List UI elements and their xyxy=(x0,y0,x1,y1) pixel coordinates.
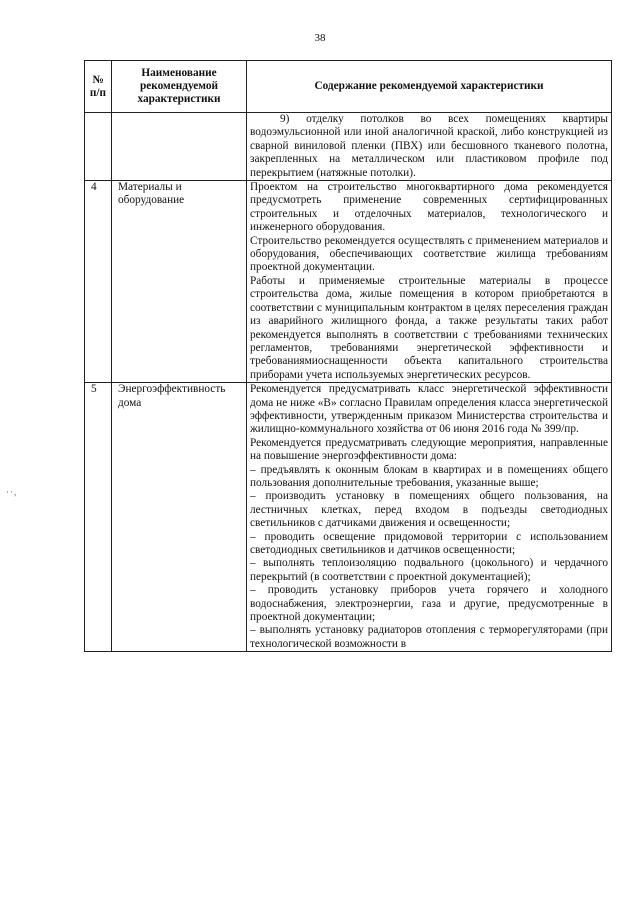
row-num: 5 xyxy=(85,383,112,652)
paragraph: Строительство рекомендуется осуществлять с применением материалов и оборудования, обеспечивающих соответствие жилища требованиям проектной документации. xyxy=(250,234,608,274)
table-row xyxy=(85,383,612,652)
page-number: 38 xyxy=(314,32,326,44)
row-name: Энергоэффективность дома xyxy=(112,383,247,652)
table-header-row xyxy=(85,61,612,113)
header-name: Наименование рекомендуемой характеристики xyxy=(112,61,247,113)
table-row xyxy=(85,181,612,383)
table-row xyxy=(85,113,612,181)
list-item: – проводить освещение придомовой территории с использованием светодиодных светильников и датчиков освещенности; xyxy=(250,530,608,556)
paragraph: Рекомендуется предусматривать следующие мероприятия, направленные на повышение энергоэффективности дома: xyxy=(250,436,608,463)
row-content xyxy=(247,113,612,181)
margin-mark: ··, xyxy=(6,487,18,497)
header-num: № п/п xyxy=(85,61,112,113)
row-name: Материалы и оборудование xyxy=(112,181,247,383)
characteristics-table xyxy=(84,60,612,652)
paragraph: Рекомендуется предусматривать класс энергетической эффективности дома не ниже «В» согласно Правилам определения класса энергетической эффективности, утвержденным приказом Министерства строительства и жилищно-коммунального хозяйства от 06 июня 2016 года № 399/пр. xyxy=(250,383,608,436)
header-content: Содержание рекомендуемой характеристики xyxy=(247,61,612,113)
paragraph: Проектом на строительство многоквартирного дома рекомендуется предусмотреть применение современных сертифицированных строительных и отделочных материалов, технологического и инженерного оборудования. xyxy=(250,181,608,234)
row-num xyxy=(85,113,112,181)
list-item: – проводить установку приборов учета горячего и холодного водоснабжения, электроэнергии, газа и другие, предусмотренные в проектной документации; xyxy=(250,584,608,624)
list-item: – производить установку в помещениях общего пользования, на лестничных клетках, перед входом в подъезды светодиодных светильников с датчиками движения и освещенности; xyxy=(250,490,608,530)
paragraph: 9) отделку потолков во всех помещениях квартиры водоэмульсионной или иной аналогичной краской, либо конструкцией из сварной виниловой пленки (ПВХ) или бесшовного тканевого полотна, закрепленных на металлическом или пластиковом профиле под перекрытием (натяжные потолки). xyxy=(250,113,608,179)
row-num: 4 xyxy=(85,181,112,383)
row-content xyxy=(247,383,612,652)
list-item: – выполнять теплоизоляцию подвального (цокольного) и чердачного перекрытий (в соответствии с проектной документацией); xyxy=(250,557,608,583)
list-item: – выполнять установку радиаторов отопления с терморегуляторами (при технологической возможности в xyxy=(250,624,608,650)
list-item: – предъявлять к оконным блокам в квартирах и в помещениях общего пользования дополнительные требования, указанные выше; xyxy=(250,463,608,489)
paragraph: Работы и применяемые строительные материалы в процессе строительства дома, жилые помещения в котором приобретаются в соответствии с муниципальным контрактом в целях переселения граждан из аварийного жилищного фонда, а также результаты таких работ рекомендуется выполнять в соответствии с требованиями технических регламентов, требованиями энергетической эффективности и требованиямиоснащенности объекта капитального строительства приборами учета используемых энергетических ресурсов. xyxy=(250,274,608,381)
row-content xyxy=(247,181,612,383)
row-name xyxy=(112,113,247,181)
